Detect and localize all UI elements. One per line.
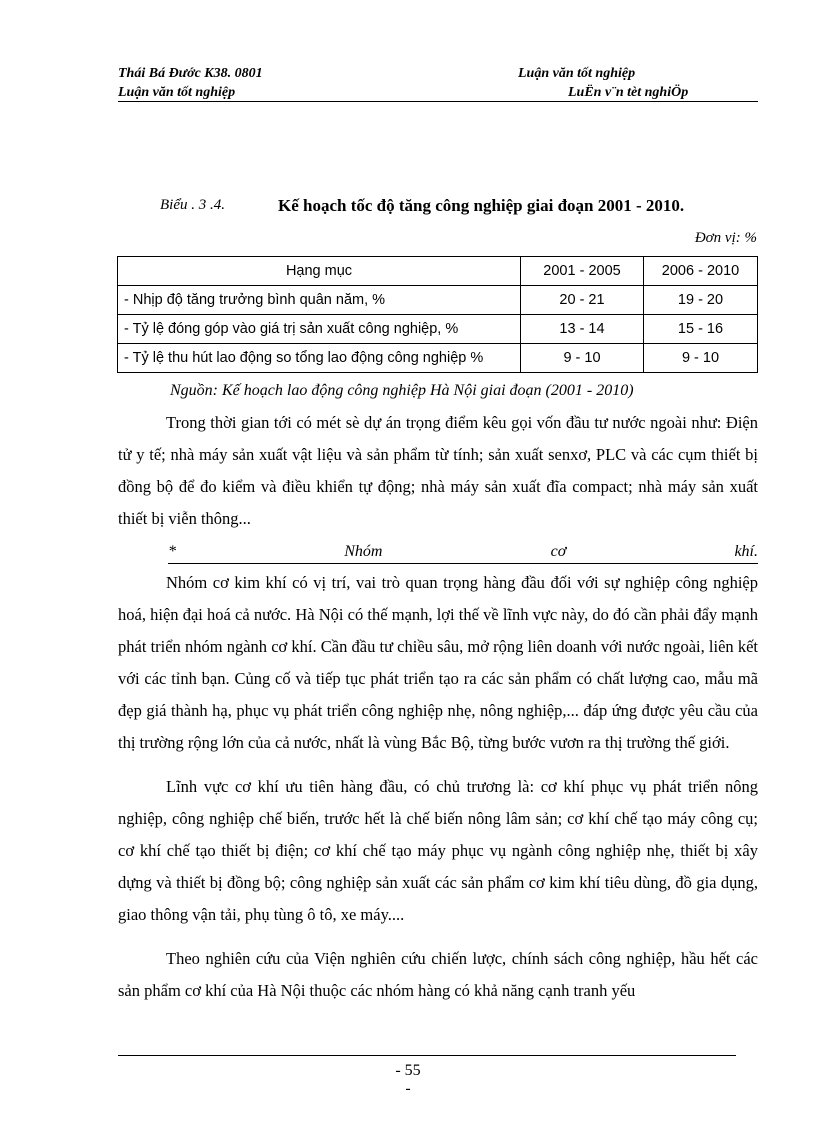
table-header-cell: 2001 - 2005 — [521, 257, 644, 286]
table-caption-label: Biểu . 3 .4. — [160, 197, 225, 213]
body-paragraph-2: Nhóm cơ kim khí có vị trí, vai trò quan trọng hàng đầu đối với sự nghiệp công nghiệp hoá, hiện đại hoá cả nước. Hà Nội có thế mạnh, lợi thế về lĩnh vực này, do đó cần phải đẩy mạnh phát triển nhóm ngành cơ khí. Cần đầu tư chiều sâu, mở rộng liên doanh với nước ngoài, liên kết với các tỉnh bạn. Củng cố và tiếp tục phát triển tạo ra các sản phẩm có chất lượng cao, mẫu mã đẹp giá thành hạ, phục vụ phát triển công nghiệp nhẹ, nông nghiệp,... đáp ứng được yêu cầu của thị trường rộng lớn của cả nước, nhất là vùng Bắc Bộ, từng bước vươn ra thị trường thế giới. — [118, 573, 758, 752]
table-cell: 19 - 20 — [644, 286, 758, 315]
table-cell: - Nhịp độ tăng trưởng bình quân năm, % — [118, 286, 521, 315]
header-rule — [118, 101, 758, 102]
subheading-word: Nhóm — [344, 543, 383, 560]
subheading-star: * — [168, 543, 176, 560]
table-cell: - Tỷ lệ thu hút lao động so tổng lao động công nghiệp % — [118, 344, 521, 373]
table-cell: 20 - 21 — [521, 286, 644, 315]
plan-table — [117, 256, 758, 373]
body-section — [118, 567, 758, 1007]
table-source: Nguồn: Kế hoạch lao động công nghiệp Hà Nội giai đoạn (2001 - 2010) — [170, 382, 634, 399]
table-header-cell: Hạng mục — [118, 257, 521, 286]
table-row — [118, 315, 758, 344]
body-paragraph-1 — [118, 407, 758, 535]
footer-rule — [118, 1055, 736, 1056]
table-cell: - Tỷ lệ đóng góp vào giá trị sản xuất công nghiệp, % — [118, 315, 521, 344]
header-title-repeat: Luận văn tốt nghiệp — [118, 85, 236, 100]
table-cell: 9 - 10 — [521, 344, 644, 373]
table-cell: 15 - 16 — [644, 315, 758, 344]
subheading-word: cơ — [550, 543, 567, 560]
body-paragraph-3: Lĩnh vực cơ khí ưu tiên hàng đầu, có chủ trương là: cơ khí phục vụ phát triển nông nghiệp, công nghiệp chế biến, trước hết là chế biến nông lâm sản; cơ khí chế tạo máy công cụ; cơ khí chế tạo thiết bị điện; cơ khí chế tạo máy phục vụ ngành công nghiệp nhẹ, thiết bị xây dựng và thiết bị đồng bộ; công nghiệp sản xuất các sản phẩm cơ kim khí tiêu dùng, đồ gia dụng, giao thông vận tải, phụ tùng ô tô, xe máy.... — [118, 777, 758, 924]
subheading-word: khí. — [734, 543, 758, 560]
table-cell: 9 - 10 — [644, 344, 758, 373]
table-row — [118, 344, 758, 373]
page-number: - 55 — [395, 1062, 421, 1079]
section-subheading — [168, 543, 758, 564]
header-title-garbled: LuËn v¨n tèt nghiÖp — [568, 85, 689, 100]
page-dash: - — [405, 1080, 411, 1097]
body-paragraph-4: Theo nghiên cứu của Viện nghiên cứu chiến lược, chính sách công nghiệp, hầu hết các sản phẩm cơ khí của Hà Nội thuộc các nhóm hàng có khả năng cạnh tranh yếu — [118, 949, 758, 1000]
table-header-row — [118, 257, 758, 286]
table-header-cell: 2006 - 2010 — [644, 257, 758, 286]
table-unit: Đơn vị: % — [694, 230, 757, 246]
header-title: Luận văn tốt nghiệp — [518, 66, 636, 81]
paragraph-text: Trong thời gian tới có mét sè dự án trọng điểm kêu gọi vốn đầu tư nước ngoài như: Điện tử y tế; nhà máy sản xuất vật liệu và sản phẩm từ tính; sản xuất senxơ, PLC và các cụm thiết bị đồng bộ để đo kiểm và điều khiển tự động; nhà máy sản xuất đĩa compact; nhà máy sản xuất thiết bị viễn thông... — [118, 413, 758, 528]
header-author: Thái Bá Đước K38. 0801 — [118, 66, 263, 81]
table-row — [118, 286, 758, 315]
table-caption-title: Kế hoạch tốc độ tăng công nghiệp giai đoạn 2001 - 2010. — [278, 196, 685, 215]
table-cell: 13 - 14 — [521, 315, 644, 344]
